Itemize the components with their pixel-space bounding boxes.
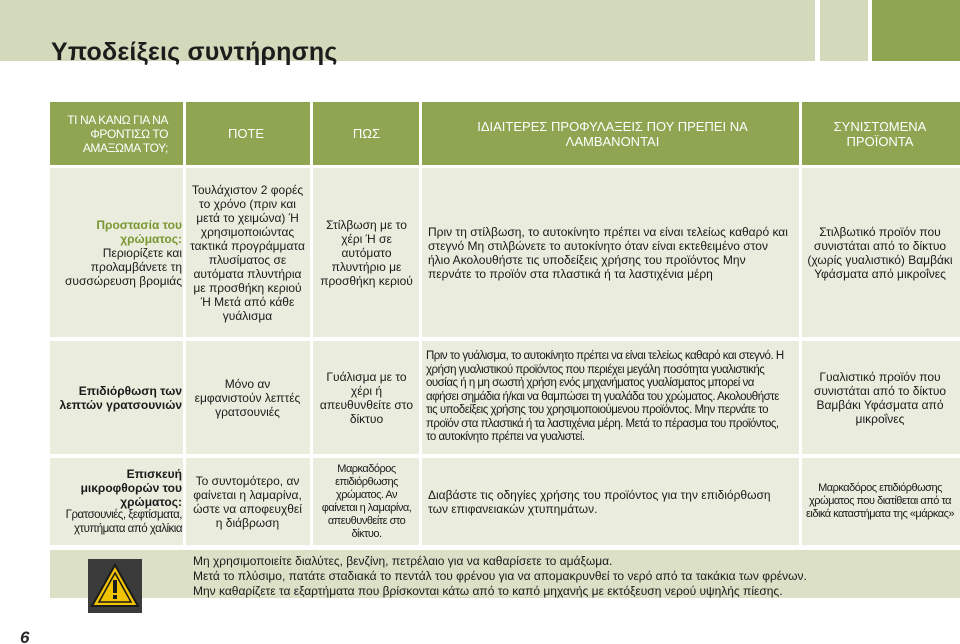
row2-when: Μόνο αν εμφανιστούν λεπτές γρατσουνιές (194, 376, 301, 419)
column-divider (799, 102, 802, 545)
row1-precautions: Πριν τη στίλβωση, το αυτοκίνητο πρέπει να είναι τελείως καθαρό και στεγνό Μη στιλβώνετε το αυτοκίνητο όταν είναι εκτεθειμένο στον ήλιο Ακολουθήστε τις υποδείξεις χρήσης του προϊόντος Μην περνάτε το προϊόν στα πλαστικά ή τα λαστιχένια μέρη (428, 224, 788, 281)
warning-text (193, 554, 933, 599)
row3-what-title: Επισκευή μικροφθορών του χρώματος: (80, 467, 182, 509)
title-band-segment (820, 0, 868, 61)
warning-icon-frame (88, 559, 142, 613)
row3-what-body: Γρατσουνιές, ξεφτίσματα, χτυπήματα από χαλίκια (65, 509, 182, 535)
row3-when: Το συντομότερο, αν φαίνεται η λαμαρίνα, ώστε να αποφευχθεί η διάβρωση (193, 473, 302, 530)
column-divider (419, 102, 422, 545)
page-number: 6 (20, 628, 30, 644)
row1-when: Τουλάχιστον 2 φορές το χρόνο (πριν και μετά το χειμώνα) Ή χρησιμοποιώντας τακτικά προγράμματα πλυσίματος σε αυτόματα πλυντήρια με προσθήκη κεριού Ή Μετά από κάθε γυάλισμα (190, 182, 305, 323)
row2-what-title: Επιδιόρθωση των λεπτών γρατσουνιών (59, 383, 182, 412)
row2-how: Γυάλισμα με το χέρι ή απευθυνθείτε στο δίκτυο (319, 369, 414, 426)
row2-what (55, 341, 182, 454)
header-precautions: ΙΔΙΑΙΤΕΡΕΣ ΠΡΟΦΥΛΑΞΕΙΣ ΠΟΥ ΠΡΕΠΕΙ ΝΑ ΛΑΜΒΑΝΟΝΤΑΙ (477, 118, 748, 149)
row1-how: Στίλβωση με το χέρι Ή σε αυτόματο πλυντήριο με προσθήκη κεριού (320, 217, 413, 288)
header-products: ΣΥΝΙΣΤΩΜΕΝΑ ΠΡΟΪΟΝΤΑ (833, 118, 927, 149)
row3-how: Μαρκαδόρος επιδιόρθωσης χρώματος. Αν φαίνεται η λαμαρίνα, απευθυνθείτε στο δίκτυο. (321, 462, 412, 540)
row1-what-body: Περιορίζετε και προλαμβάνετε τη συσσώρευση βρομιάς (64, 245, 182, 288)
column-divider (183, 102, 186, 545)
header-when: ΠΟΤΕ (227, 126, 265, 141)
warning-line: Μετά το πλύσιμο, πατάτε σταδιακά το πεντάλ του φρένου για να απομακρυνθεί το νερό από τα τακάκια των φρένων. (193, 569, 807, 583)
row3-products: Μαρκαδόρος επιδιόρθωσης χρώματος που διατίθεται από τα ειδικά καταστήματα της «μάρκας» (805, 482, 955, 520)
row3-what (55, 458, 182, 545)
row1-what-title: Προστασία του χρώματος: (96, 217, 182, 246)
title-band-accent (872, 0, 960, 61)
warning-line: Μην καθαρίζετε τα εξαρτήματα που βρίσκονται κάτω από το καπό μηχανής με εκτόξευση νερού υψηλής πίεσης. (193, 584, 783, 598)
warning-triangle-icon (88, 559, 142, 613)
row1-products: Στιλβωτικό προϊόν που συνιστάται από το δίκτυο (χωρίς γυαλιστικό) Βαμβάκι Υφάσματα από μικροΐνες (807, 224, 953, 281)
header-how: ΠΩΣ (352, 126, 381, 141)
page-title: Υποδείξεις συντήρησης (51, 38, 338, 66)
header-what: ΤΙ ΝΑ ΚΑΝΩ ΓΙΑ ΝΑ ΦΡΟΝΤΙΣΩ ΤΟ ΑΜΑΞΩΜΑ ΤΟΥ; (67, 112, 168, 155)
row1-what (55, 168, 182, 337)
row3-precautions: Διαβάστε τις οδηγίες χρήσης του προϊόντος για την επιδιόρθωση των επιφανειακών χτυπημάτων. (428, 487, 771, 516)
warning-line: Μη χρησιμοποιείτε διαλύτες, βενζίνη, πετρέλαιο για να καθαρίσετε το αμάξωμα. (193, 554, 613, 568)
row2-precautions: Πριν το γυάλισμα, το αυτοκίνητο πρέπει να είναι τελείως καθαρό και στεγνό. Η χρήση γυαλιστικού προϊόντος που περιέχει μεγάλη ποσότητα γυαλιστικής ουσίας ή η μη σωστή χρήση ενός μηχανήματος γυαλίσματος μπορεί να αφήσει σημάδια ή/και να θαμπώσει τη γυαλάδα του χρώματος. Ακολουθήστε τις υποδείξεις χρήσης του χρησιμοποιούμενου προϊόντος. Μην περνάτε το προϊόν στα πλαστικά ή τα λαστιχένια μέρη. Μετά το πέρασμα του προϊόντος, το αυτοκίνητο πρέπει να γυαλιστεί. (426, 350, 784, 444)
column-divider (310, 102, 313, 545)
row2-products: Γυαλιστικό προϊόν που συνιστάται από το δίκτυο Βαμβάκι Υφάσματα από μικροΐνες (813, 369, 947, 426)
